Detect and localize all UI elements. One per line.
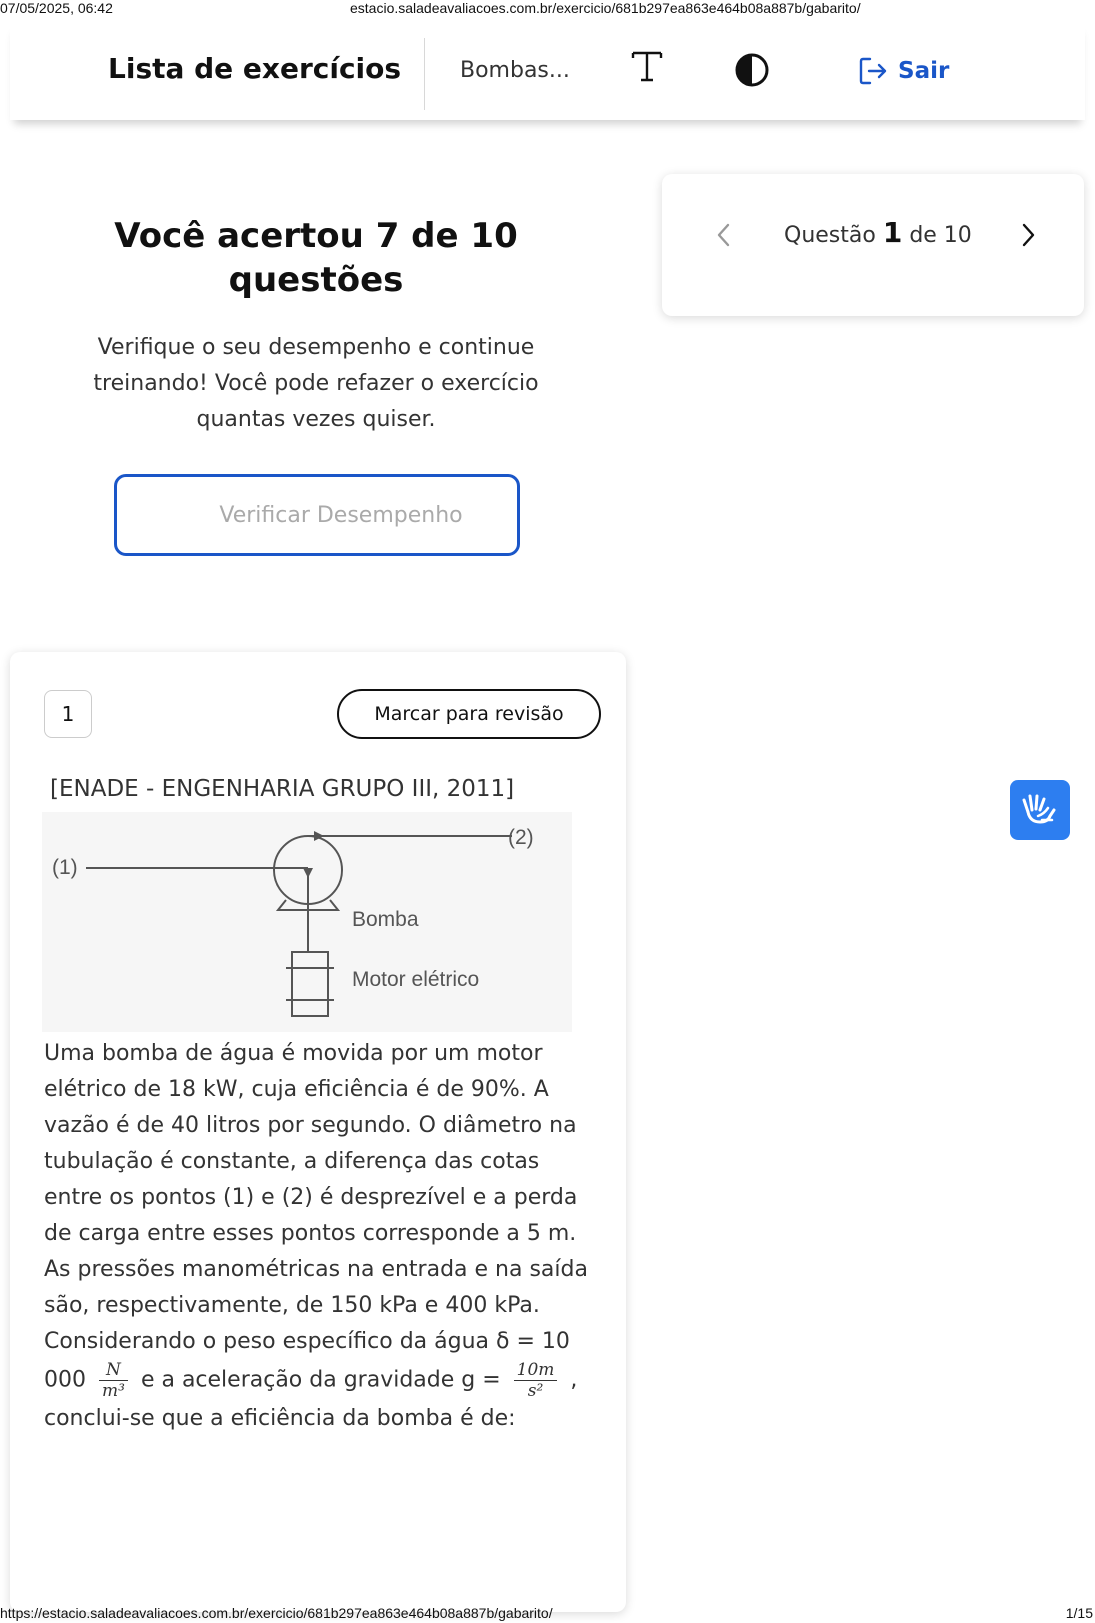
question-text-main: Uma bomba de água é movida por um motor elétrico de 18 kW, cuja eficiência é de 90%. A vazão é de 40 litros por segundo. O diâmetro na tubulação é constante, a diferença das cotas entre os pontos (1) e (2) é desprezível e a perda de carga entre esses pontos corresponde a 5 m. As pressões manométricas na entrada e na saída são, respectivamente, de 150 kPa e 400 kPa. Considerando o peso específico da água δ = 10 000: [44, 1041, 588, 1393]
question-counter-suffix: de 10: [909, 223, 972, 248]
mark-for-review-button[interactable]: Marcar para revisão: [337, 689, 601, 739]
logout-button[interactable]: [858, 54, 949, 88]
fraction-numerator: N: [99, 1360, 128, 1381]
top-navbar: [10, 22, 1085, 120]
pump-diagram: [42, 812, 572, 1032]
page-title: Lista de exercícios: [108, 52, 402, 85]
fraction-10m-over-s2: [514, 1360, 558, 1401]
question-statement: [44, 1036, 604, 1437]
font-size-icon[interactable]: [630, 48, 664, 84]
question-counter: [784, 216, 972, 249]
question-text-end: , conclui-se que a eficiência da bomba é de:: [44, 1367, 578, 1431]
question-counter-prefix: Questão: [784, 223, 876, 248]
exercise-subtitle: Bombas...: [460, 58, 570, 83]
verify-performance-button[interactable]: Verificar Desempenho: [114, 474, 520, 556]
print-header: [0, 0, 1095, 16]
print-page-number: 1/15: [1065, 1605, 1093, 1621]
pump-label: Bomba: [352, 908, 419, 931]
motor-body: [292, 952, 328, 1016]
contrast-icon[interactable]: [734, 52, 770, 88]
accessibility-button[interactable]: [1010, 780, 1070, 840]
nav-divider: [424, 38, 425, 110]
fraction-n-over-m3: [99, 1360, 128, 1401]
result-title: Você acertou 7 de 10 questões: [114, 216, 518, 300]
point1-label: (1): [52, 856, 78, 879]
fraction-denominator: s²: [527, 1381, 544, 1401]
print-footer: [0, 1605, 1095, 1621]
motor-label: Motor elétrico: [352, 968, 480, 991]
question-navigator: [662, 174, 1084, 316]
print-url: estacio.saladeavaliacoes.com.br/exercicio/681b297ea863e464b08a887b/gabarito/: [350, 0, 861, 16]
fraction-denominator: m³: [102, 1381, 125, 1401]
print-footer-url: https://estacio.saladeavaliacoes.com.br/exercicio/681b297ea863e464b08a887b/gabarito/: [0, 1605, 553, 1621]
question-text-mid: e a aceleração da gravidade g =: [140, 1367, 501, 1393]
point2-label: (2): [508, 826, 534, 849]
question-card: [10, 652, 626, 1612]
result-description: Verifique o seu desempenho e continue treinando! Você pode refazer o exercício quantas vezes quiser.: [93, 335, 539, 432]
question-source: [ENADE - ENGENHARIA GRUPO III, 2011]: [50, 776, 515, 802]
question-number: 1: [44, 690, 92, 738]
sign-language-icon: [1020, 790, 1060, 830]
fraction-numerator: 10m: [514, 1360, 558, 1381]
chevron-left-icon[interactable]: [714, 220, 734, 250]
logout-label: Sair: [898, 58, 950, 84]
print-date: 07/05/2025, 06:42: [0, 0, 113, 16]
question-counter-current: 1: [882, 216, 903, 249]
chevron-right-icon[interactable]: [1018, 220, 1038, 250]
logout-icon: [858, 56, 888, 86]
